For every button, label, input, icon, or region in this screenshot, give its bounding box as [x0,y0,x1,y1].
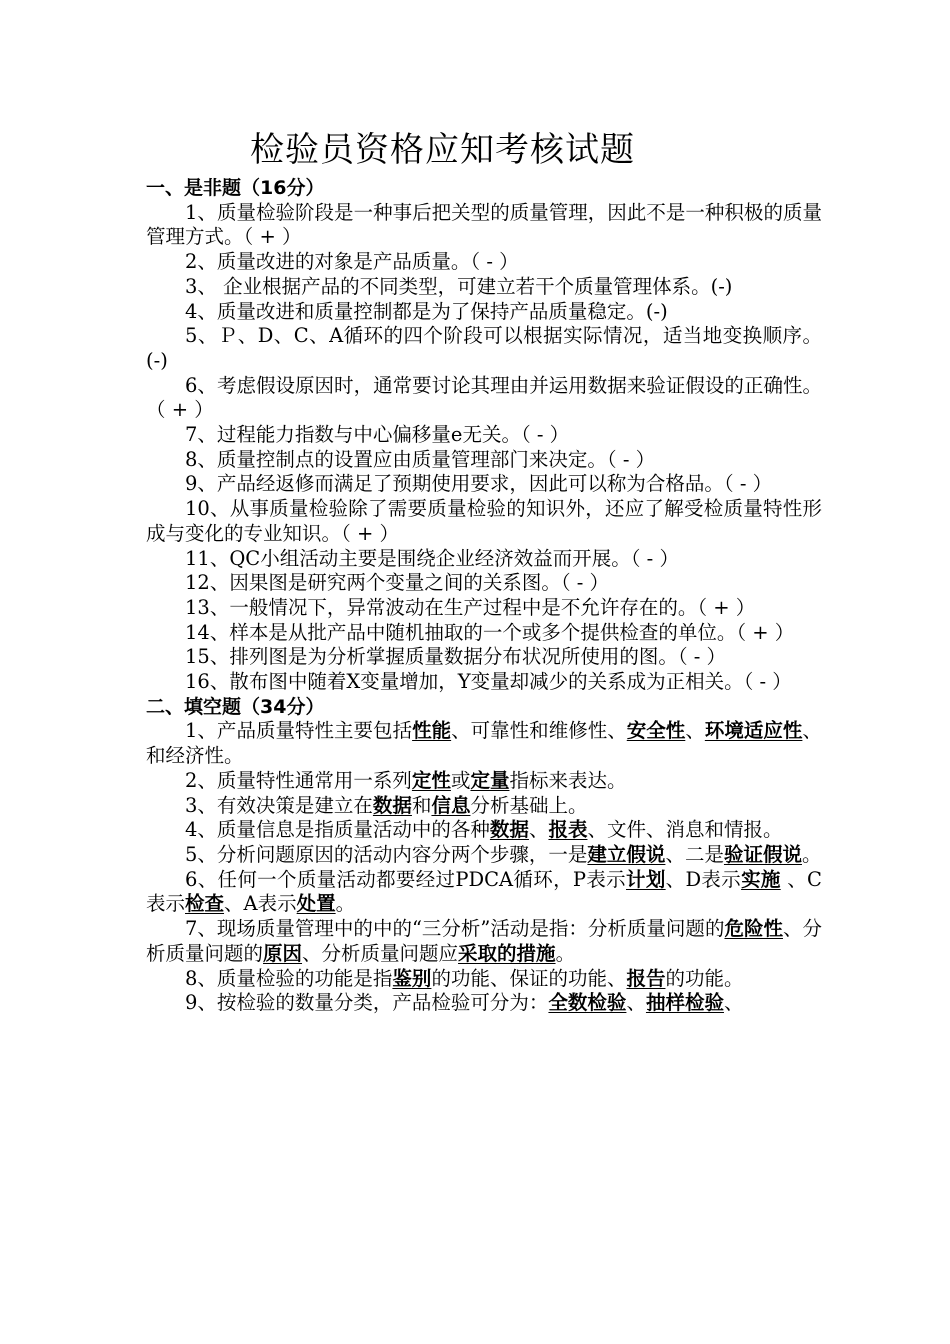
answer-blank: 实施 [741,867,781,891]
question-item [146,991,822,1016]
question-text: 、D表示 [665,867,742,891]
answer-blank: 性能 [412,719,452,743]
answer-blank: 数据 [372,793,412,817]
question-text: 、和经济性。 [146,719,822,768]
answer-blank: 原因 [263,941,303,965]
question-item: 3、 企业根据产品的不同类型，可建立若干个质量管理体系。(-) [185,274,733,298]
question-item: 14、样本是从批产品中随机抽取的一个或多个提供检查的单位。（ + ） [185,620,795,644]
question-text: 的功能。 [665,966,744,990]
question-text: 5、分析问题原因的活动内容分两个步骤，一是 [185,842,588,866]
question-text: 和 [411,793,432,817]
question-item [146,843,822,868]
answer-blank: 安全性 [626,719,686,743]
question-text: 6、任何一个质量活动都要经过PDCA循环，P表示 [185,867,626,891]
answer-blank: 环境适应性 [704,719,803,743]
question-text: 1、产品质量特性主要包括 [185,719,413,743]
answer-blank: 抽样检验 [645,991,724,1015]
answer-blank: 报表 [548,818,588,842]
question-item: 11、QC小组活动主要是围绕企业经济效益而开展。（ - ） [185,546,679,570]
question-text: 、文件、消息和情报。 [587,818,783,842]
question-item: 4、质量改进和质量控制都是为了保持产品质量稳定。(-) [185,299,668,323]
question-text: 8、质量检验的功能是指 [185,966,393,990]
section-heading-fill-blank: 二、填空题（34分） [146,695,325,718]
section-heading-true-false: 一、是非题（16分） [146,177,325,199]
question-item: 7、过程能力指数与中心偏移量e无关。（ - ） [185,423,570,447]
question-text: 、可靠性和维修性、 [451,719,627,743]
question-text: 的功能、保证的功能、 [431,966,627,990]
question-item: 13、一般情况下，异常波动在生产过程中是不允许存在的。（ + ） [185,595,756,619]
question-item: 15、排列图是为分析掌握质量数据分布状况所使用的图。（ - ） [185,645,727,669]
question-item: 2、质量改进的对象是产品质量。（ - ） [185,250,519,274]
answer-blank: 验证假说 [723,842,802,866]
answer-blank: 信息 [431,793,471,817]
question-text: 、 [723,991,744,1015]
question-text: 9、按检验的数量分类，产品检验可分为： [185,991,549,1015]
question-item [146,967,822,992]
question-text: 4、质量信息是指质量活动中的各种 [185,818,490,842]
question-text: 、分析质量问题的 [146,917,822,965]
question-text: 、二是 [665,842,724,866]
question-text: 、 [685,719,705,743]
answer-blank: 建立假说 [587,842,666,866]
question-item: 9、产品经返修而满足了预期使用要求，因此可以称为合格品。（ - ） [185,472,773,496]
question-item [146,868,822,917]
question-text: 。 [555,941,576,965]
question-item: 5、Ｐ、D、C、A循环的四个阶段可以根据实际情况，适当地变换顺序。(-) [146,324,822,372]
answer-blank: 危险性 [724,917,783,941]
question-item: 16、散布图中随着X变量增加，Y变量却减少的关系成为正相关。（ - ） [185,670,792,694]
answer-blank: 处置 [296,892,336,916]
question-text: 或 [450,768,471,792]
question-text: 。 [801,842,822,866]
question-text: 、A表示 [224,892,297,916]
answer-blank: 全数检验 [548,991,627,1015]
question-item [146,917,822,966]
answer-blank: 定性 [411,768,451,792]
question-text: 3、有效决策是建立在 [185,793,373,817]
answer-blank: 数据 [489,818,529,842]
question-text: 。 [335,892,356,916]
question-text: 7、现场质量管理中的中的“三分析”活动是指：分析质量问题的 [185,917,725,941]
answer-blank: 采取的措施 [458,941,556,965]
question-item [146,719,822,768]
question-item [146,794,822,819]
document-page [146,128,822,1016]
question-text: 指标来表达。 [509,768,627,792]
answer-blank: 计划 [626,867,666,891]
question-item: 12、因果图是研究两个变量之间的关系图。（ - ） [185,571,610,595]
document-title: 检验员资格应知考核试题 [250,130,635,170]
question-text: 、分析质量问题应 [302,941,459,965]
question-item: 1、质量检验阶段是一种事后把关型的质量管理，因此不是一种积极的质量管理方式。（ + ） [146,200,822,249]
answer-blank: 鉴别 [392,966,432,990]
question-item: 8、质量控制点的设置应由质量管理部门来决定。（ - ） [185,447,656,471]
question-text: 2、质量特性通常用一系列 [185,768,412,792]
question-item [146,769,822,794]
question-item: 6、考虑假设原因时，通常要讨论其理由并运用数据来验证假设的正确性。（ + ） [146,373,822,422]
answer-blank: 报告 [626,966,666,990]
question-item: 10、从事质量检验除了需要质量检验的知识外，还应了解受检质量特性形成与变化的专业知识。（ + ） [146,497,822,545]
fill-blank-list [146,719,822,1015]
question-text: 、 [626,991,646,1015]
question-item [146,818,822,843]
question-text: 、C表示 [146,867,822,916]
answer-blank: 检查 [185,892,225,916]
answer-blank: 定量 [470,768,510,792]
question-text: 分析基础上。 [470,793,588,817]
question-text: 、 [528,818,549,842]
true-false-list [146,201,822,695]
